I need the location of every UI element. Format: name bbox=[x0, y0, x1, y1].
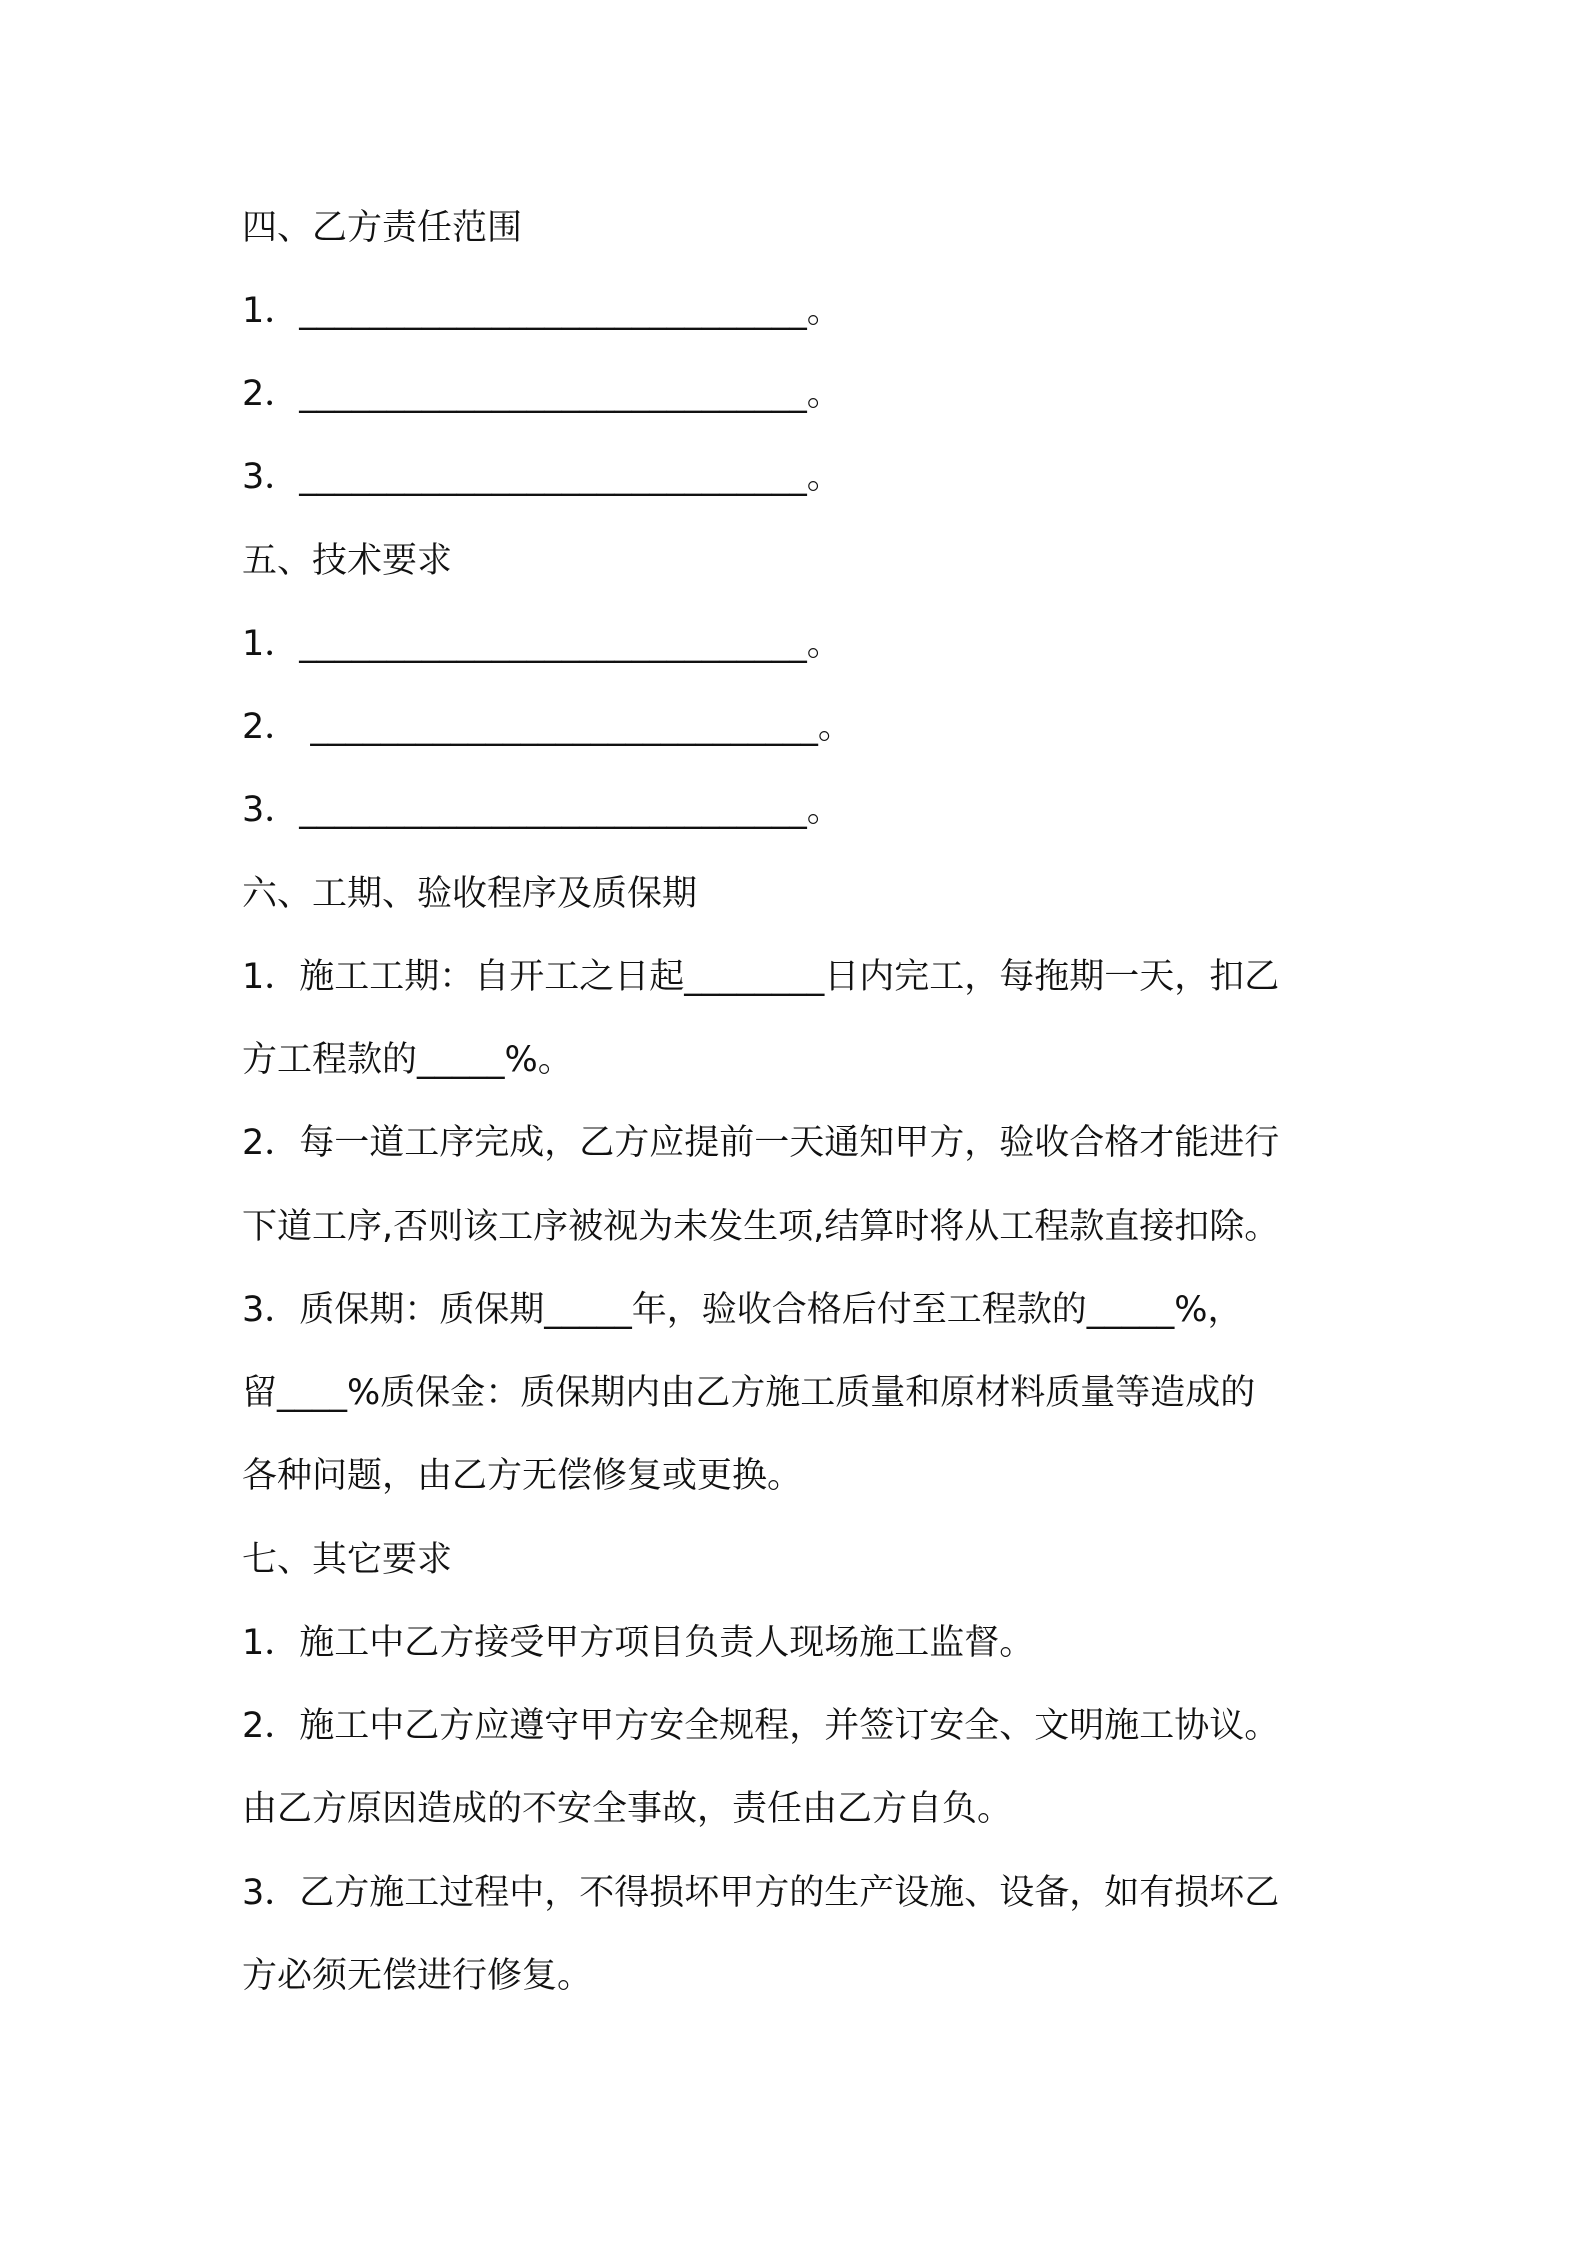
section-6-line-3: 2．每一道工序完成，乙方应提前一天通知甲方，验收合格才能进行 bbox=[242, 1123, 1280, 1163]
section-4-item-1: 1．_____________________________。 bbox=[242, 291, 842, 331]
section-6-heading: 六、工期、验收程序及质保期 bbox=[242, 874, 698, 914]
section-6-line-7: 各种问题，由乙方无偿修复或更换。 bbox=[242, 1456, 803, 1496]
section-7-line-4: 3．乙方施工过程中，不得损坏甲方的生产设施、设备，如有损坏乙 bbox=[242, 1873, 1280, 1913]
section-6-line-4: 下道工序,否则该工序被视为未发生项,结算时将从工程款直接扣除。 bbox=[242, 1207, 1280, 1247]
section-4-item-3: 3．_____________________________。 bbox=[242, 457, 842, 497]
section-6-line-5: 3．质保期：质保期_____年，验收合格后付至工程款的_____%， bbox=[242, 1290, 1243, 1330]
section-5-heading: 五、技术要求 bbox=[242, 541, 453, 581]
section-5-item-2: 2． _____________________________。 bbox=[242, 707, 853, 747]
section-4-heading: 四、乙方责任范围 bbox=[242, 208, 523, 248]
section-5-item-3: 3．_____________________________。 bbox=[242, 790, 842, 830]
section-4-item-2: 2．_____________________________。 bbox=[242, 374, 842, 414]
section-7-heading: 七、其它要求 bbox=[242, 1540, 453, 1580]
section-7-line-2: 2．施工中乙方应遵守甲方安全规程，并签订安全、文明施工协议。 bbox=[242, 1706, 1280, 1746]
section-6-line-2: 方工程款的_____%。 bbox=[242, 1040, 573, 1080]
section-5-item-1: 1．_____________________________。 bbox=[242, 624, 842, 664]
section-7-line-5: 方必须无偿进行修复。 bbox=[242, 1956, 593, 1996]
section-7-line-1: 1．施工中乙方接受甲方项目负责人现场施工监督。 bbox=[242, 1623, 1035, 1663]
section-6-line-1: 1．施工工期：自开工之日起________日内完工，每拖期一天，扣乙 bbox=[242, 957, 1280, 997]
section-6-line-6: 留____%质保金：质保期内由乙方施工质量和原材料质量等造成的 bbox=[242, 1373, 1256, 1413]
section-7-line-3: 由乙方原因造成的不安全事故，责任由乙方自负。 bbox=[242, 1789, 1013, 1829]
